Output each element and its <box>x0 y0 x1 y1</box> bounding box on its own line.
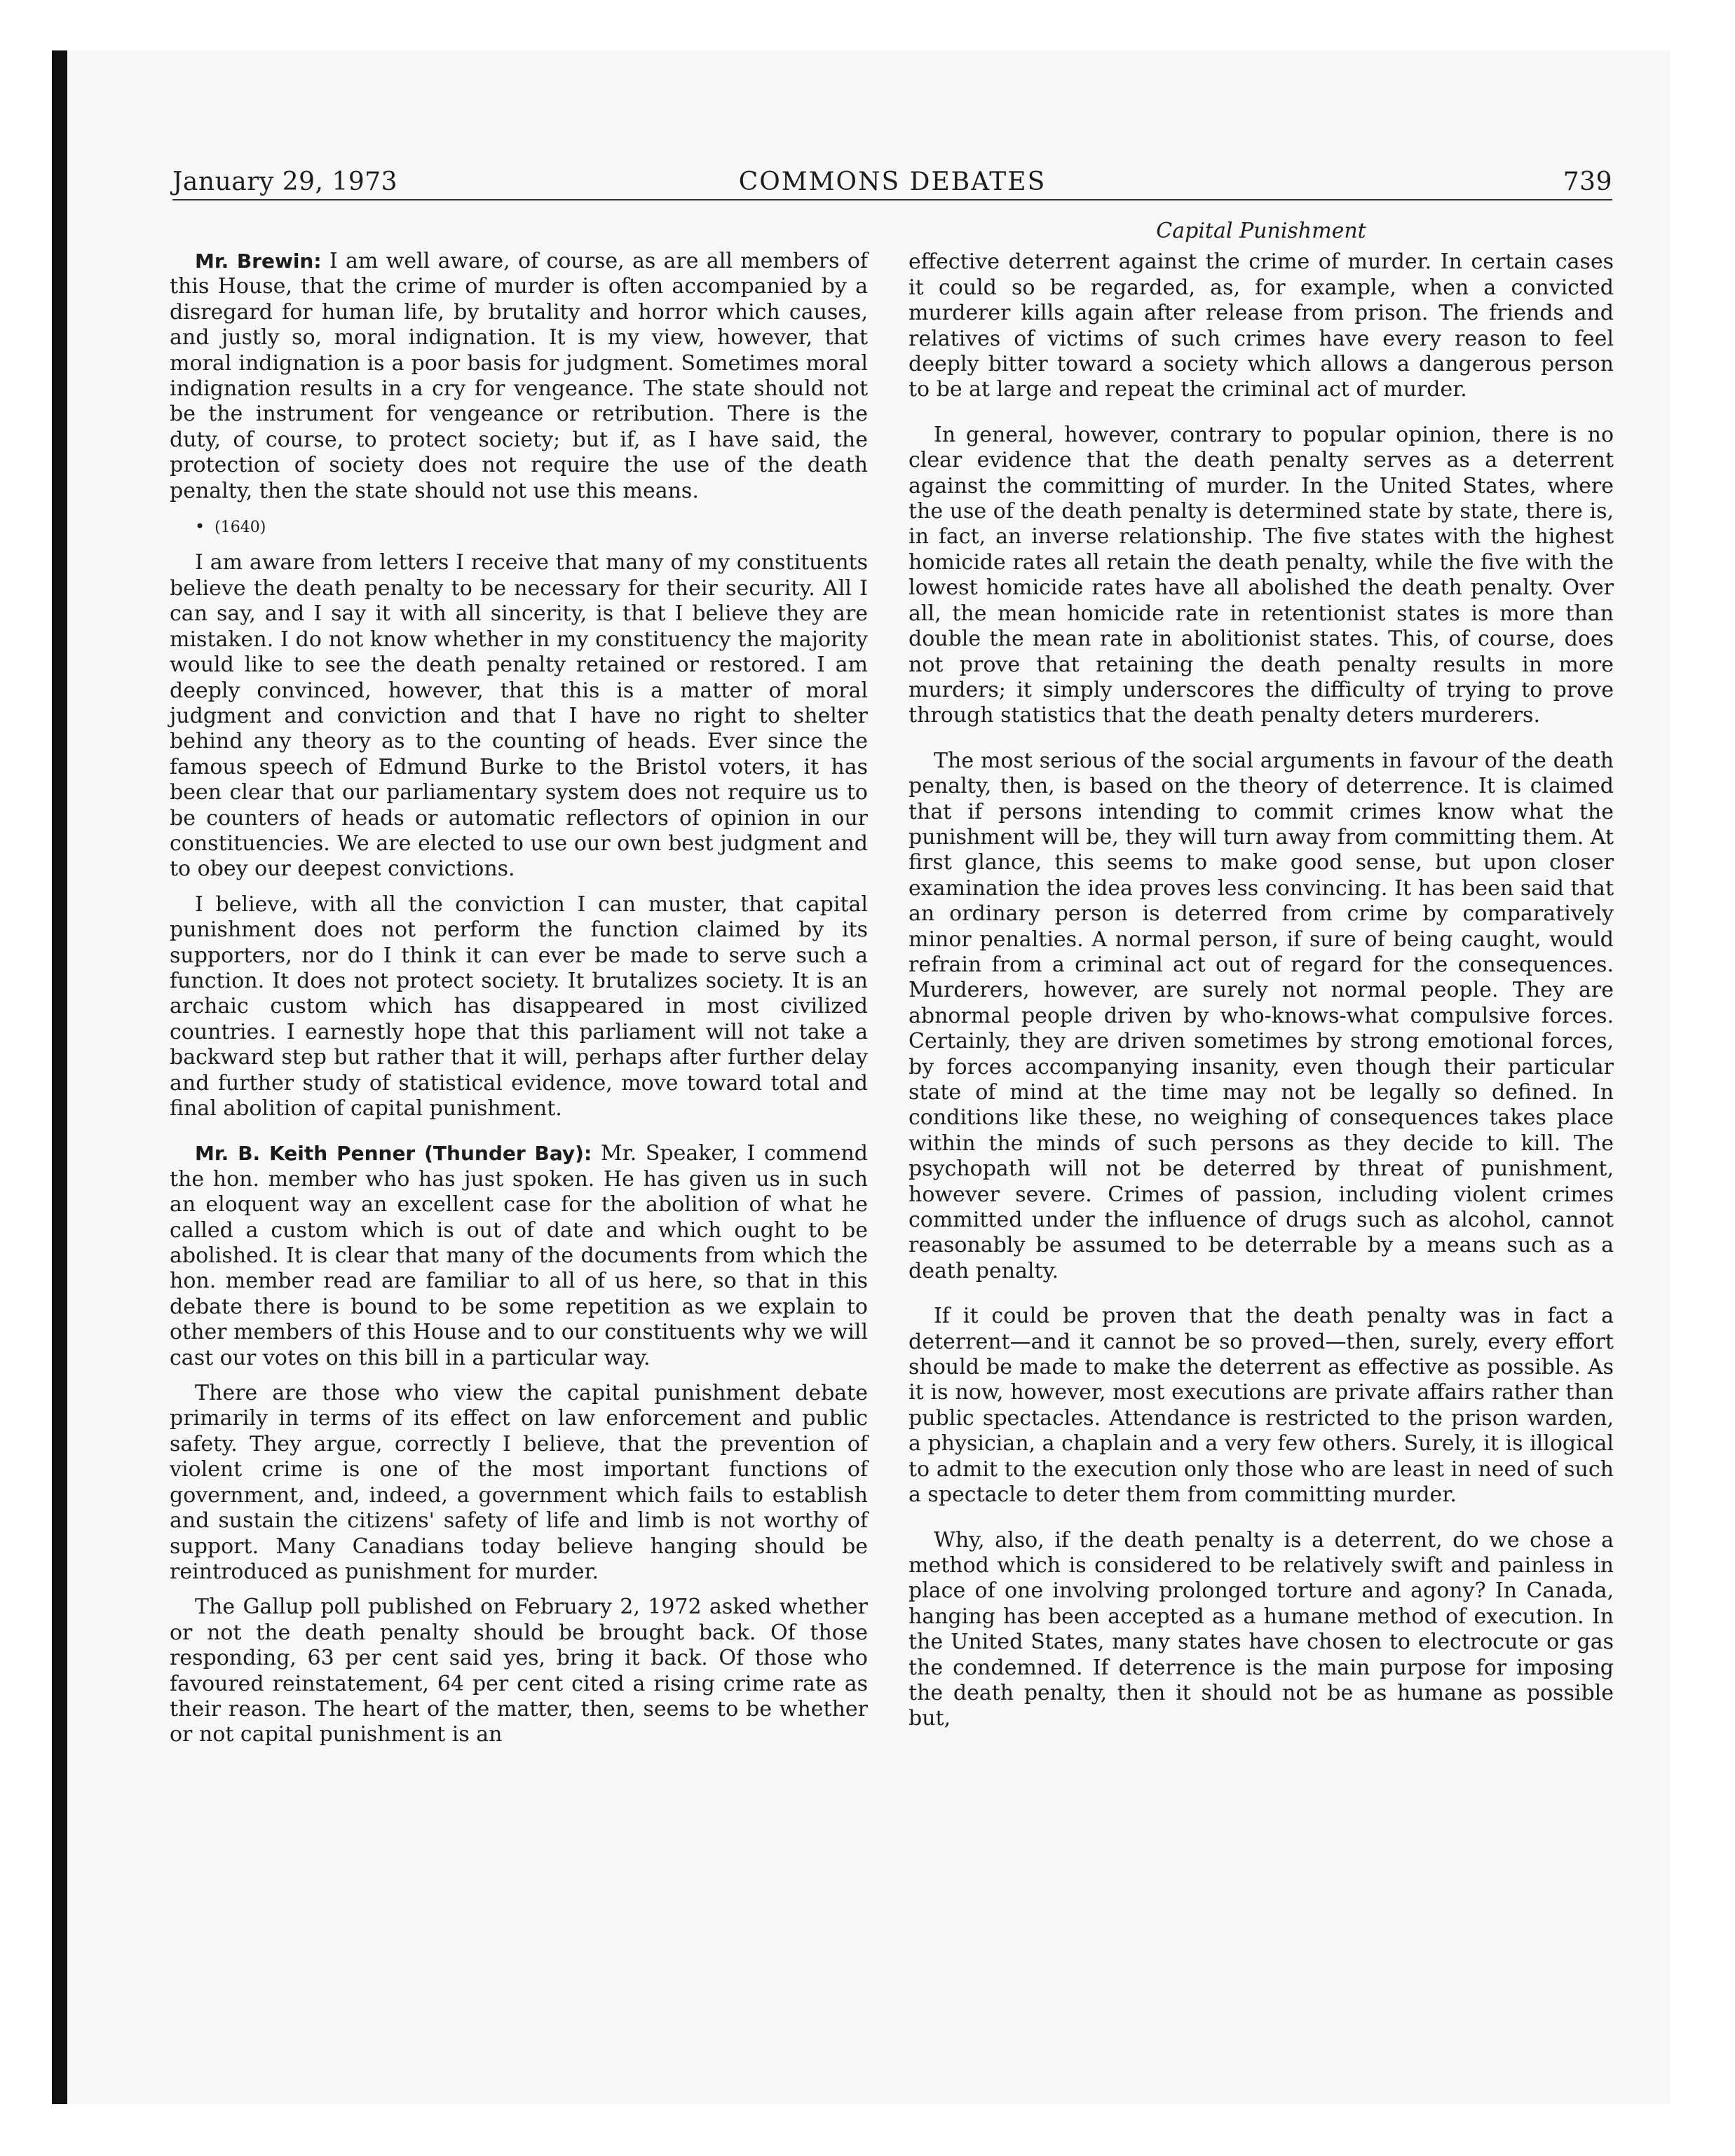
paragraph: effective deterrent against the crime of murder. In certain cases it could so be regarded, as, for example, when a convicted murderer kills again after release from prison. The friends and relatives of victims of such crimes have every reason to feel deeply bitter toward a society which allows a dangerous person to be at large and repeat the criminal act of murder. <box>909 250 1614 402</box>
paragraph-text: Mr. Speaker, I commend the hon. member who has just spoken. He has given us in such an eloquent way an excellent case for the abolition of what he called a custom which is out of date and which ought to be abolished. It is clear that many of the documents from which the hon. member read are familiar to all of us here, so that in this debate there is bound to be some repetition as we explain to other members of this House and to our constituents why we will cast our votes on this bill in a particular way. <box>170 1141 868 1370</box>
paragraph-brewin <box>170 249 868 504</box>
paragraph: There are those who view the capital punishment debate primarily in terms of its effect on law enforcement and public safety. They argue, correctly I believe, that the prevention of violent crime is one of the most important functions of government, and, indeed, a government which fails to establish and sustain the citizens' safety of life and limb is not worthy of support. Many Canadians today believe hanging should be reintroduced as punishment for murder. <box>170 1381 868 1584</box>
paragraph: The most serious of the social arguments in favour of the death penalty, then, is based on the theory of deterrence. It is claimed that if persons intending to commit crimes know what the punishment will be, they will turn away from committing them. At first glance, this seems to make good sense, but upon closer examination the idea proves less convincing. It has been said that an ordinary person is deterred from crime by comparatively minor penalties. A normal person, if sure of being caught, would refrain from a criminal act out of regard for the consequences. Murderers, however, are surely not normal people. They are abnormal people driven by who-knows-what compulsive forces. Certainly, they are driven sometimes by strong emotional forces, by forces accompanying insanity, even though their particular state of mind at the time may not be legally so defined. In conditions like these, no weighing of consequences takes place within the minds of such persons as they decide to kill. The psychopath will not be deterred by threat of punishment, however severe. Crimes of passion, including violent crimes committed under the influence of drugs such as alcohol, cannot reasonably be assumed to be deterrable by a means such as a death penalty. <box>909 748 1614 1283</box>
right-column <box>909 219 1614 1742</box>
paragraph: In general, however, contrary to popular opinion, there is no clear evidence that the death penalty serves as a deterrent against the committing of murder. In the United States, where the use of the death penalty is determined state by state, there is, in fact, an inverse relationship. The five states with the highest homicide rates all retain the death penalty, while the five with the lowest homicide rates have all abolished the death penalty. Over all, the mean homicide rate in retentionist states is more than double the mean rate in abolitionist states. This, of course, does not prove that retaining the death penalty results in more murders; it simply underscores the difficulty of trying to prove through statistics that the death penalty deters murderers. <box>909 422 1614 728</box>
paragraph: I am aware from letters I receive that many of my constituents believe the death penalty to be necessary for their security. All I can say, and I say it with all sincerity, is that I believe they are mistaken. I do not know whether in my constituency the majority would like to see the death penalty retained or restored. I am deeply convinced, however, that this is a matter of moral judgment and conviction and that I have no right to shelter behind any theory as to the counting of heads. Ever since the famous speech of Edmund Burke to the Bristol voters, it has been clear that our parliamentary system does not require us to be counters of heads or automatic reflectors of opinion in our constituencies. We are elected to use our own best judgment and to obey our deepest convictions. <box>170 550 868 882</box>
scan-border <box>52 50 67 2104</box>
section-title: Capital Punishment <box>1156 219 1366 243</box>
paragraph: I believe, with all the conviction I can muster, that capital punishment does not perform the function claimed by its supporters, nor do I think it can ever be made to serve such a function. It does not protect society. It brutalizes society. It is an archaic custom which has disappeared in most civilized countries. I earnestly hope that this parliament will not take a backward step but rather that it will, perhaps after further delay and further study of statistical evidence, move toward total and final abolition of capital punishment. <box>170 892 868 1121</box>
time-marker-text: (1640) <box>215 519 266 537</box>
paragraph-penner <box>170 1141 868 1371</box>
bullet-icon: • <box>195 517 205 537</box>
speaker-name: Mr. B. Keith Penner (Thunder Bay): <box>195 1142 592 1166</box>
speaker-name: Mr. Brewin: <box>195 250 322 273</box>
page-header <box>172 160 1612 200</box>
paragraph: If it could be proven that the death penalty was in fact a deterrent—and it cannot be so proved—then, surely, every effort should be made to make the deterrent as effective as possible. As it is now, however, most executions are private affairs rather than public spectacles. Attendance is restricted to the prison warden, a physician, a chaplain and a very few others. Surely, it is illogical to admit to the execution only those who are least in need of such a spectacle to deter them from committing murder. <box>909 1304 1614 1508</box>
paragraph-text: I am well aware, of course, as are all members of this House, that the crime of murder is often accompanied by a disregard for human life, by brutality and horror which causes, and justly so, moral indignation. It is my view, however, that moral indignation is a poor basis for judgment. Sometimes moral indignation results in a cry for vengeance. The state should not be the instrument for vengeance or retribution. There is the duty, of course, to protect society; but if, as I have said, the protection of society does not require the use of the death penalty, then the state should not use this means. <box>170 249 869 503</box>
paragraph: The Gallup poll published on February 2, 1972 asked whether or not the death penalty should be brought back. Of those responding, 63 per cent said yes, bring it back. Of those who favoured reinstatement, 64 per cent cited a rising crime rate as their reason. The heart of the matter, then, seems to be whether or not capital punishment is an <box>170 1595 868 1747</box>
paragraph: Why, also, if the death penalty is a deterrent, do we chose a method which is considered to be relatively swift and painless in place of one involving prolonged torture and agony? In Canada, hanging has been accepted as a humane method of execution. In the United States, many states have chosen to electrocute or gas the condemned. If deterrence is the main purpose for imposing the death penalty, then it should not be as humane as possible but, <box>909 1527 1614 1731</box>
left-column <box>170 249 868 1758</box>
header-page-number: 739 <box>1563 168 1612 196</box>
header-date: January 29, 1973 <box>172 168 398 196</box>
time-marker <box>170 514 868 540</box>
header-publication: COMMONS DEBATES <box>738 168 1047 196</box>
